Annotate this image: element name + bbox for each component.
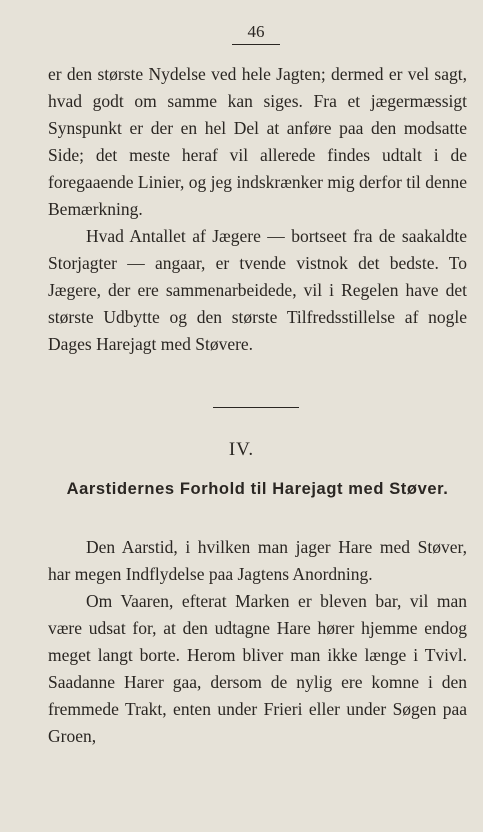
text-block-chapter-body — [48, 534, 467, 750]
text-block-before-chapter — [48, 61, 467, 358]
paragraph: Den Aarstid, i hvilken man jager Hare med Støver, har megen Indflydelse paa Jagtens Anordning. — [48, 537, 467, 584]
page-number-rule — [232, 44, 280, 45]
paragraph: er den største Nydelse ved hele Jagten; dermed er vel sagt, hvad godt om samme kan siges. Fra et jægermæssigt Synspunkt er der en hel Del at anføre paa den modsatte Side; det meste heraf vil allerede findes udtalt i de foregaaende Linier, og jeg indskrænker mig derfor til denne Bemærkning. — [48, 64, 467, 219]
section-separator-rule — [213, 407, 299, 408]
chapter-title: Aarstidernes Forhold til Harejagt med Støver. — [66, 480, 449, 498]
paragraph: Om Vaaren, efterat Marken er bleven bar, vil man være udsat for, at den udtagne Hare hører hjemme endog meget langt borte. Herom bliver man ikke længe i Tvivl. Saadanne Harer gaa, dersom de nylig ere komne i den fremmede Trakt, enten under Frieri eller under Søgen paa Groen, — [48, 591, 467, 746]
chapter-number: IV. — [228, 439, 255, 460]
page-number: 46 — [247, 22, 265, 41]
paragraph: Hvad Antallet af Jægere — bortseet fra de saakaldte Storjagter — angaar, er tvende vistnok det bedste. To Jægere, der ere sammenarbeidede, vil i Regelen have det største Udbytte og den største Tilfredsstillelse af nogle Dages Harejagt med Støvere. — [48, 226, 467, 354]
